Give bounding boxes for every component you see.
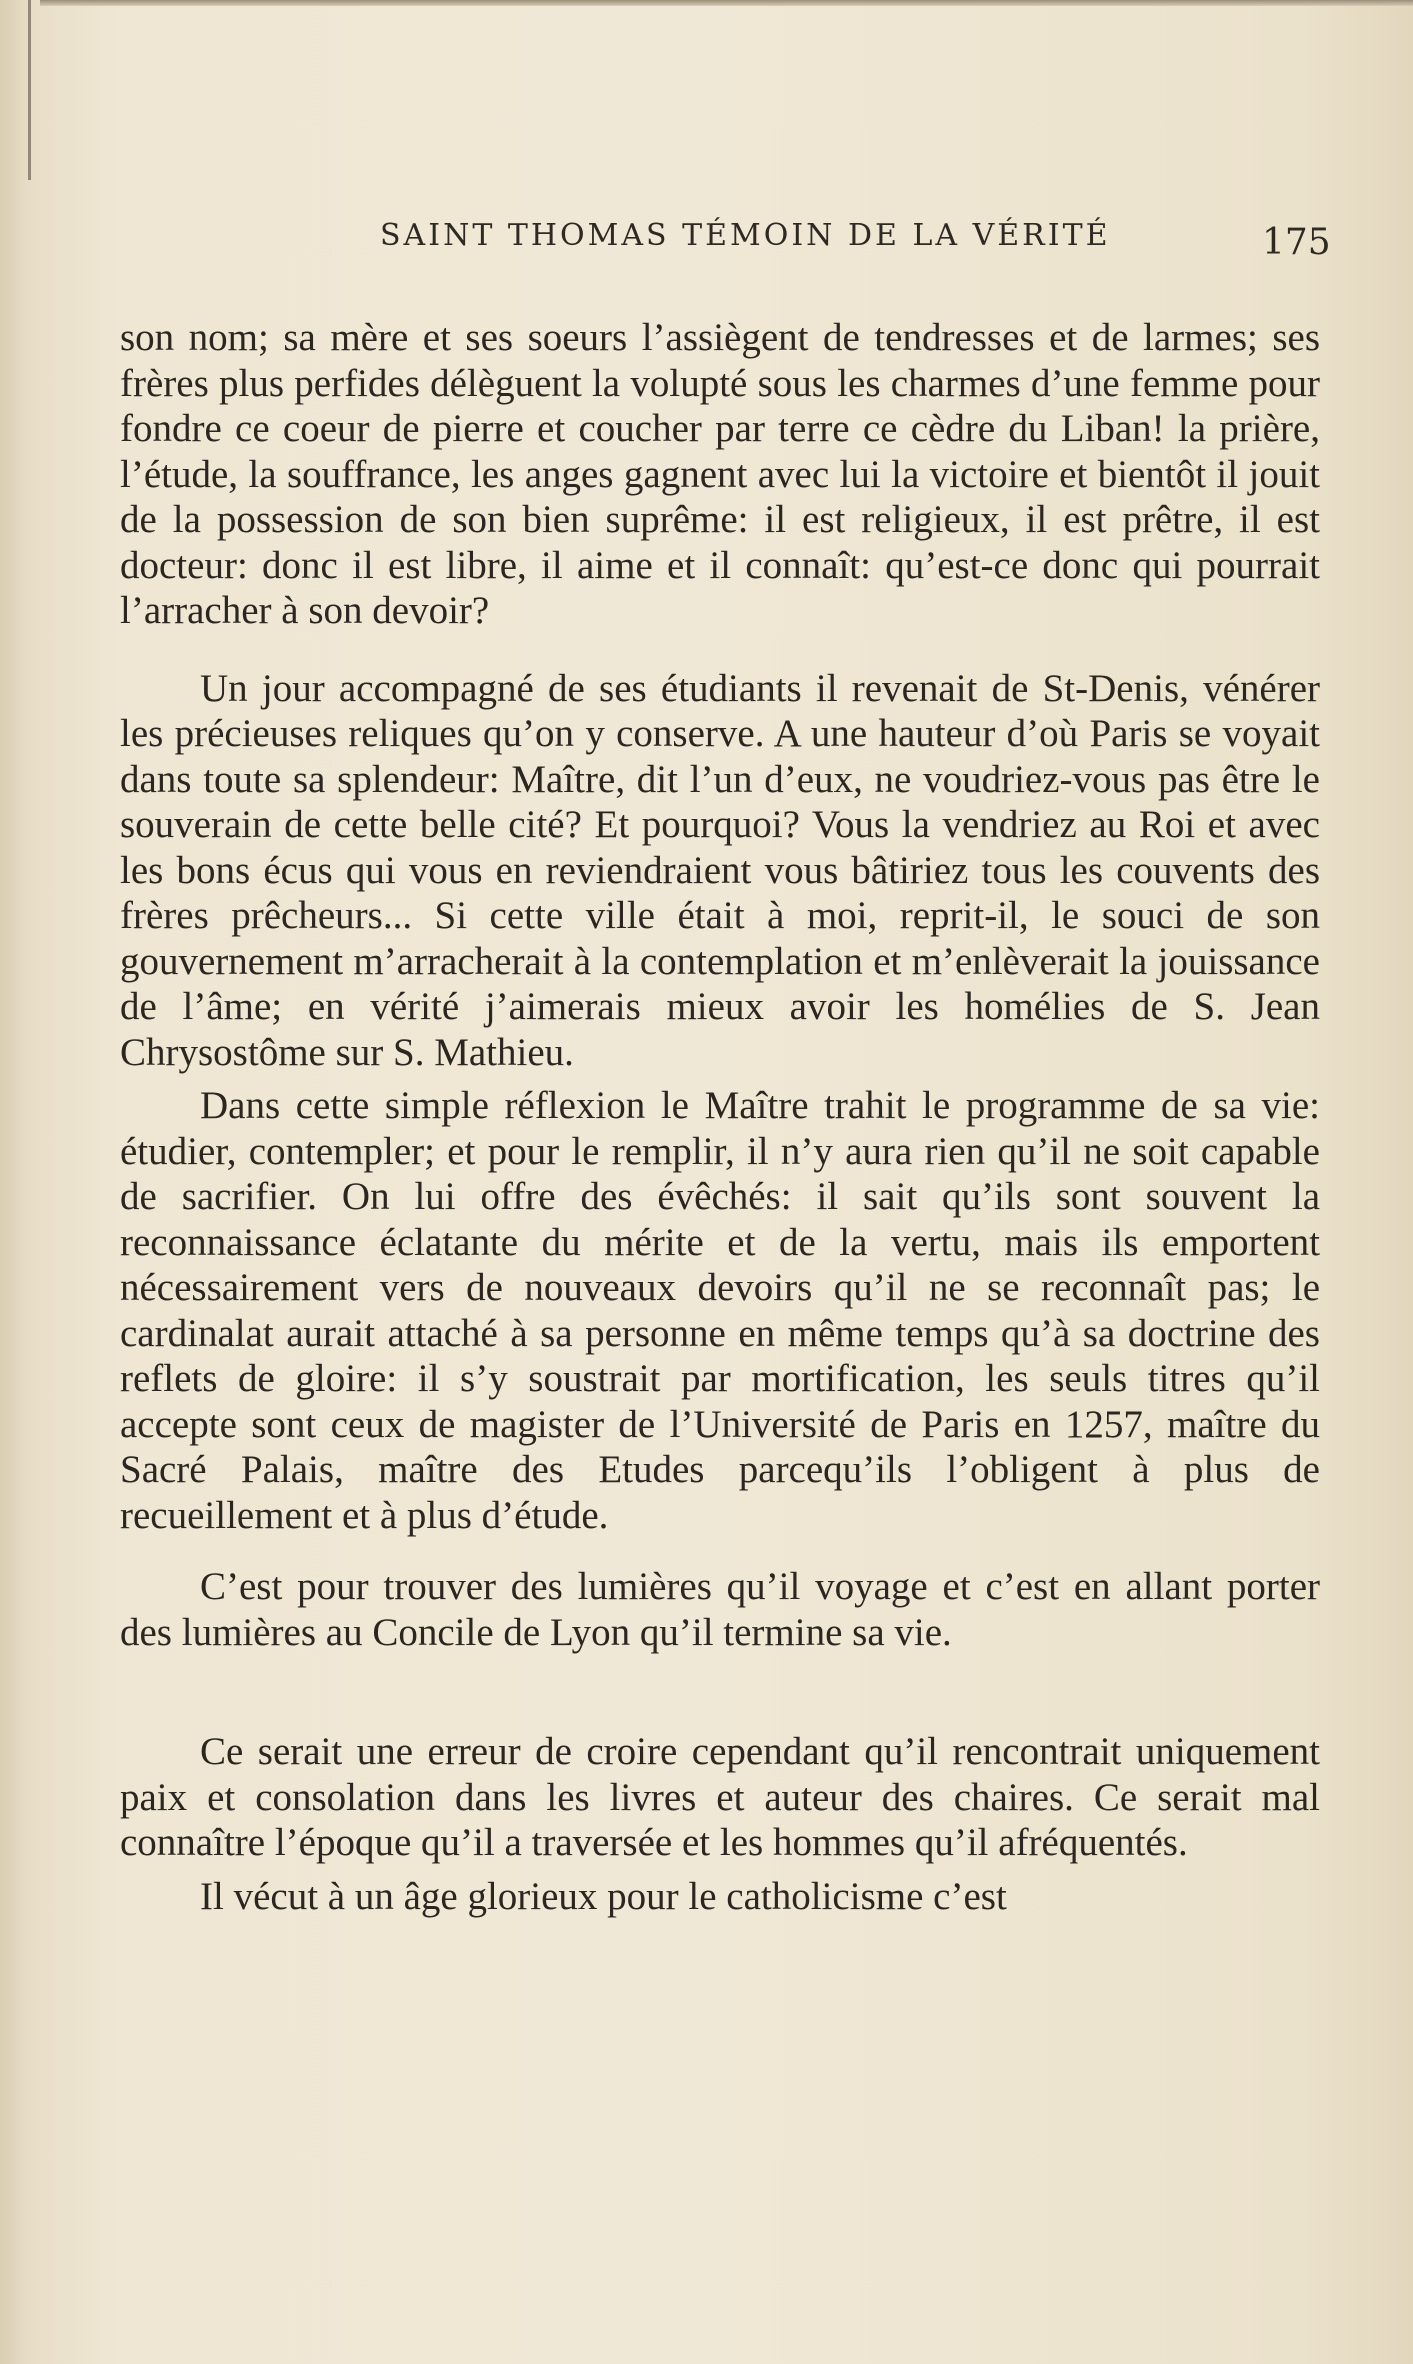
- paragraph-6: Il vécut à un âge glorieux pour le catholicisme c’est: [200, 1874, 1007, 1918]
- page-top-edge: [40, 0, 1413, 6]
- paragraph-1: son nom; sa mère et ses soeurs l’assiègent de tendresses et de larmes; ses frères plus perfides délèguent la volupté sous les charmes d’une femme pour fondre ce coeur de pierre et coucher par terre ce cèdre du Liban! la prière, l’étude, la souffrance, les anges gagnent avec lui la victoire et bientôt il jouit de la possession de son bien suprême: il est religieux, il est prêtre, il est docteur: donc il est libre, il aime et il connaît: qu’est-ce donc qui pourrait l’arracher à son devoir?: [120, 316, 1320, 632]
- paragraph-2: Un jour accompagné de ses étudiants il revenait de St-Denis, vénérer les précieuses reliques qu’on y conserve. A une hauteur d’où Paris se voyait dans toute sa splendeur: Maître, dit l’un d’eux, ne voudriez-vous pas être le souverain de cette belle cité? Et pourquoi? Vous la vendriez au Roi et avec les bons écus qui vous en reviendraient vous bâtiriez tous les couvents des frères prêcheurs... Si cette ville était à moi, reprit-il, le souci de son gouvernement m’arracherait à la contemplation et m’enlèverait la jouissance de l’âme; en vérité j’aimerais mieux avoir les homélies de S. Jean Chrysostôme sur S. Mathieu.: [120, 666, 1320, 1074]
- paragraph-4: C’est pour trouver des lumières qu’il voyage et c’est en allant porter des lumières au Concile de Lyon qu’il termine sa vie.: [120, 1565, 1320, 1654]
- paragraph-3: Dans cette simple réflexion le Maître trahit le programme de sa vie: étudier, contempler; et pour le remplir, il n’y aura rien qu’il ne soit capable de sacrifier. On lui offre des évêchés: il sait qu’ils sont souvent la reconnaissance éclatante du mérite et de la vertu, mais ils emportent nécessairement vers de nouveaux devoirs qu’il ne se reconnaît pas; le cardinalat aurait attaché à sa personne en même temps qu’à sa doctrine des reflets de gloire: il s’y soustrait par mortification, les seuls titres qu’il accepte sont ceux de magister de l’Université de Paris en 1257, maître du Sacré Palais, maître des Etudes parcequ’ils l’obligent à plus de recueillement et à plus d’étude.: [120, 1084, 1320, 1537]
- running-title: SAINT THOMAS TÉMOIN DE LA VÉRITÉ: [380, 218, 1111, 253]
- page-number: 175: [1262, 222, 1331, 263]
- paragraph-5: Ce serait une erreur de croire cependant qu’il rencontrait uniquement paix et consolation dans les livres et auteur des chaires. Ce serait mal connaître l’époque qu’il a traversée et les hommes qu’il afréquentés.: [120, 1730, 1320, 1864]
- binding-gutter: [28, 0, 31, 180]
- body-text: [120, 315, 1320, 1919]
